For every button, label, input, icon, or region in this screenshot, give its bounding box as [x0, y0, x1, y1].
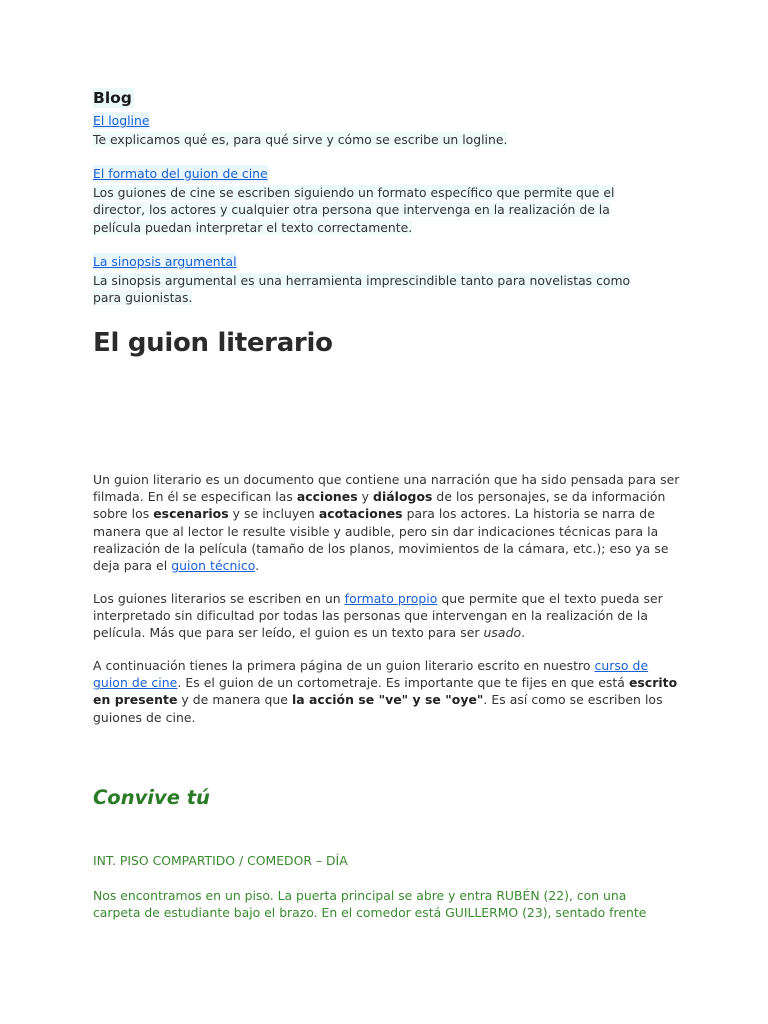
script-title: Convive tú	[93, 786, 210, 809]
desc-line: Te explicamos qué es, para qué sirve y cómo se escribe un logline.	[93, 132, 508, 147]
desc-line: Los guiones de cine se escriben siguiendo un formato específico que permite que el	[93, 185, 615, 200]
bold-text: escrito en presente	[93, 675, 678, 708]
blog-heading: Blog	[93, 89, 132, 107]
action-line: carpeta de estudiante bajo el brazo. En el comedor está GUILLERMO (23), sentado frente	[93, 905, 647, 921]
blog-desc-formato	[93, 184, 683, 236]
text: Los guiones literarios se escriben en un	[93, 591, 345, 606]
desc-line: para guionistas.	[93, 290, 193, 306]
link-guion-tecnico[interactable]: guion técnico	[171, 558, 256, 574]
text: Un guion literario es un documento que contiene una narración que ha sido pensada para ser filmada. En él se especifican las	[93, 472, 680, 505]
text: .	[521, 625, 526, 641]
link-curso-guion[interactable]: curso de guion de cine	[93, 658, 649, 691]
article-title: El guion literario	[93, 328, 333, 358]
paragraph-formato	[93, 590, 683, 642]
paragraph-curso	[93, 657, 683, 726]
blog-link-sinopsis[interactable]: La sinopsis argumental	[93, 254, 237, 269]
text: A continuación tienes la primera página de un guion literario escrito en nuestro	[93, 658, 595, 673]
desc-line: director, los actores y cualquier otra persona que intervenga en la realización de la	[93, 202, 610, 218]
link-formato-propio[interactable]: formato propio	[344, 591, 438, 606]
text: y de manera que	[177, 692, 292, 708]
desc-line: La sinopsis argumental es una herramienta imprescindible tanto para novelistas como	[93, 273, 631, 288]
text: .	[255, 558, 260, 574]
bold-text: acotaciones	[318, 506, 403, 522]
blog-link-logline[interactable]: El logline	[93, 113, 150, 128]
text: para los actores. La historia se narra de manera que al lector le resulte visible y audible, pero sin dar indicaciones técnicas para la realización de la película (tamaño de los planos, movimientos de la cámara, etc.); eso ya se deja para el	[93, 506, 669, 574]
scene-heading: INT. PISO COMPARTIDO / COMEDOR – DÍA	[93, 853, 348, 868]
italic-text: usado	[483, 625, 522, 641]
bold-text: diálogos	[373, 489, 433, 505]
text: de los personajes, se da información sobre los	[93, 489, 666, 522]
blog-link-formato[interactable]: El formato del guion de cine	[93, 166, 268, 181]
bold-text: escenarios	[153, 506, 229, 522]
desc-line: película puedan interpretar el texto correctamente.	[93, 219, 413, 235]
text: . Es el guion de un cortometraje. Es importante que te fijes en que está	[177, 675, 629, 691]
text: y	[357, 489, 374, 505]
action-line: Nos encontramos en un piso. La puerta principal se abre y entra RUBÉN (22), con una	[93, 888, 627, 903]
bold-text: acciones	[296, 489, 358, 505]
blog-desc-logline	[93, 131, 683, 148]
bold-text: la acción se "ve" y se "oye"	[291, 692, 484, 708]
text: . Es así como se escriben los guiones de cine.	[93, 692, 663, 725]
text: y se incluyen	[228, 506, 319, 522]
script-action	[93, 887, 693, 922]
paragraph-intro	[93, 471, 683, 574]
blog-desc-sinopsis	[93, 272, 683, 307]
text: que permite que el texto pueda ser interpretado sin dificultad por todas las personas que intervengan en la realización de la película. Más que para ser leído, el guion es un texto para ser	[93, 591, 663, 641]
